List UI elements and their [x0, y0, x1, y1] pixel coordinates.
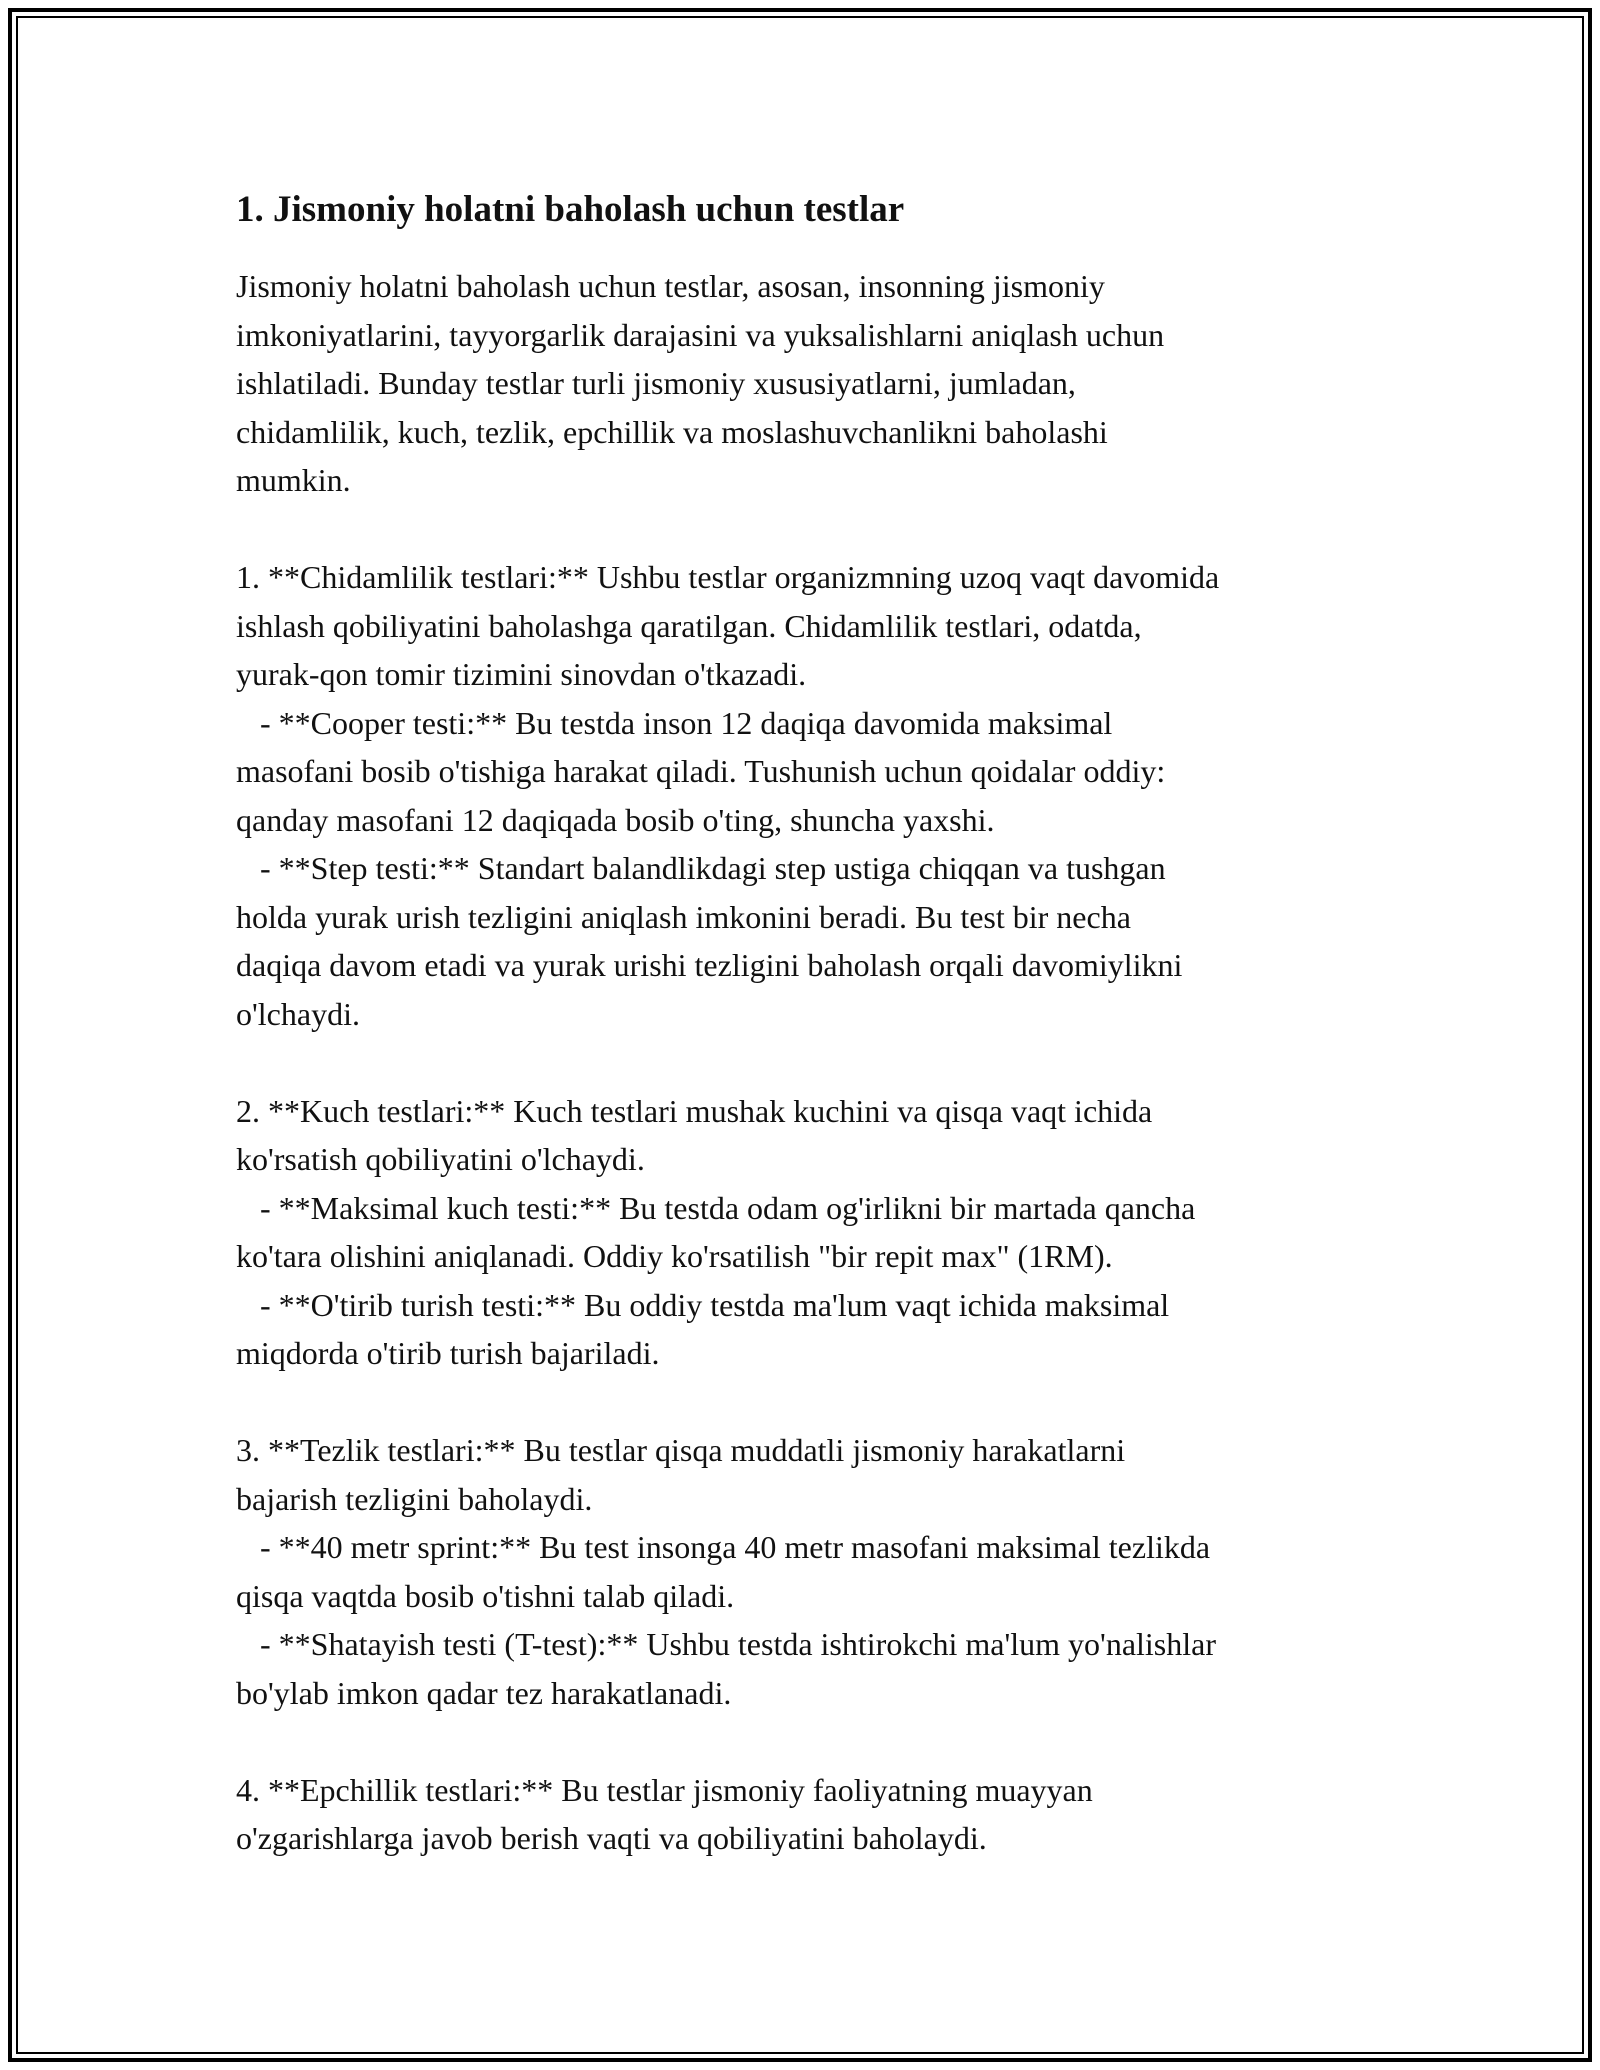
- paragraph-gap: [236, 505, 1386, 554]
- section-strength-tests: 2. **Kuch testlari:** Kuch testlari mushak kuchini va qisqa vaqt ichida ko'rsatish qobiliyatini o'lchaydi. - **Maksimal kuch testi:** Bu testda odam og'irlikni bir martada qancha ko'tara olishini aniqlanadi. Oddiy ko'rsatilish "bir repit max" (1RM). - **O'tirib turish testi:** Bu oddiy testda ma'lum vaqt ichida maksimal miqdorda o'tirib turish bajariladi.: [236, 1092, 1196, 1371]
- section-endurance-tests: 1. **Chidamlilik testlari:** Ushbu testlar organizmning uzoq vaqt davomida ishlash qobiliyatini baholashga qaratilgan. Chidamlilik testlari, odatda, yurak-qon tomir tizimini sinovdan o'tkazadi. - **Cooper testi:** Bu testda inson 12 daqiqa davomida maksimal masofani bosib o'tishiga harakat qiladi. Tushunish uchun qoidalar oddiy: qanday masofani 12 daqiqada bosib o'ting, shuncha yaxshi. - **Step testi:** Standart balandlikdagi step ustiga chiqqan va tushgan holda yurak urish tezligini aniqlash imkonini beradi. Bu test bir necha daqiqa davom etadi va yurak urishi tezligini baholash orqali davomiylikni o'lchaydi.: [236, 559, 1220, 1032]
- paragraph-gap: [236, 1038, 1386, 1087]
- section-speed-tests: 3. **Tezlik testlari:** Bu testlar qisqa muddatli jismoniy harakatlarni bajarish tezligini baholaydi. - **40 metr sprint:** Bu test insonga 40 metr masofani maksimal tezlikda qisqa vaqtda bosib o'tishni talab qiladi. - **Shatayish testi (T-test):** Ushbu testda ishtirokchi ma'lum yo'nalishlar bo'ylab imkon qadar tez harakatlanadi.: [236, 1432, 1216, 1711]
- paragraph-gap: [236, 1378, 1386, 1427]
- intro-paragraph: Jismoniy holatni baholash uchun testlar, asosan, insonning jismoniy imkoniyatlarini, tayyorgarlik darajasini va yuksalishlarni aniqlash uchun ishlatiladi. Bunday testlar turli jismoniy xususiyatlarni, jumladan, chidamlilik, kuch, tezlik, epchillik va moslashuvchanlikni baholashi mumkin.: [236, 268, 1165, 498]
- paragraph-gap: [236, 1717, 1386, 1766]
- document-body: [236, 186, 1386, 1863]
- document-title: 1. Jismoniy holatni baholash uchun testlar: [236, 189, 905, 230]
- section-agility-tests: 4. **Epchillik testlari:** Bu testlar jismoniy faoliyatning muayyan o'zgarishlarga javob berish vaqti va qobiliyatini baholaydi.: [236, 1771, 1093, 1856]
